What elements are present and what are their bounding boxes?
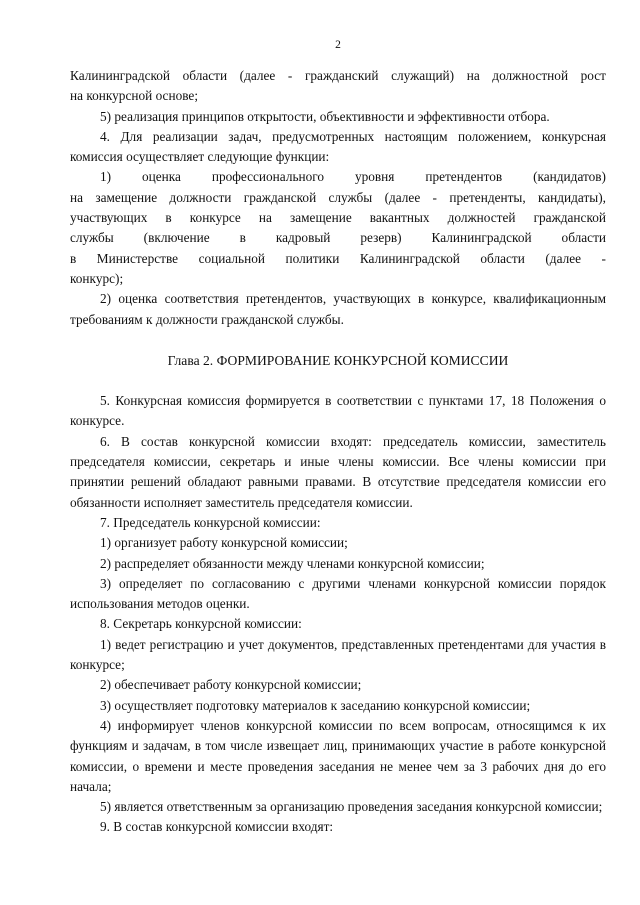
paragraph-7-1: 1) организует работу конкурсной комиссии; [100, 535, 348, 551]
function-1-line: конкурс); [70, 270, 124, 286]
paragraph-7: 7. Председатель конкурсной комиссии: [100, 514, 321, 530]
paragraph-item-5: 5) реализация принципов открытости, объективности и эффективности отбора. [100, 108, 550, 124]
chapter-heading: Глава 2. ФОРМИРОВАНИЕ КОНКУРСНОЙ КОМИССИИ [167, 352, 509, 368]
paragraph-line: Калининградской области (далее - гражданский служащий) на должностной рост [70, 68, 606, 83]
function-1-line: в Министерстве социальной политики Калининградской области (далее - [70, 250, 606, 266]
paragraph-6: 6. В состав конкурсной комиссии входят: председатель комиссии, заместитель председателя комиссии, секретарь и иные члены комиссии. Все члены комиссии при принятии решений обладают равными правами. В отсутствие председателя комиссии его обязанности исполняет заместитель председателя комиссии. [70, 433, 606, 510]
paragraph-8-5: 5) является ответственным за организацию проведения заседания конкурсной комиссии; [100, 799, 603, 815]
paragraph-8-1: 1) ведет регистрацию и учет документов, представленных претендентами для участия в конкурсе; [70, 636, 606, 673]
function-1-line: участвующих в конкурсе на замещение вакантных должностей гражданской [70, 210, 606, 226]
function-1-line: службы (включение в кадровый резерв) Калининградской области [70, 230, 606, 246]
paragraph-line: на конкурсной основе; [70, 88, 199, 104]
paragraph-5: 5. Конкурсная комиссия формируется в соответствии с пунктами 17, 18 Положения о конкурсе. [70, 393, 606, 429]
function-2: 2) оценка соответствия претендентов, участвующих в конкурсе, квалификационным требованиям к должности гражданской службы. [70, 291, 606, 327]
paragraph-8-4: 4) информирует членов конкурсной комиссии по всем вопросам, относящимся к их функциям и задачам, в том числе извещает лиц, принимающих участие в работе конкурсной комиссии, о времени и месте проведения заседания не менее чем за 3 рабочих дня до его начала; [70, 717, 606, 794]
paragraph-7-3: 3) определяет по согласованию с другими членами конкурсной комиссии порядок использования методов оценки. [70, 575, 606, 612]
paragraph-8: 8. Секретарь конкурсной комиссии: [100, 616, 302, 632]
paragraph-7-2: 2) распределяет обязанности между членами конкурсной комиссии; [100, 555, 485, 571]
paragraph-9: 9. В состав конкурсной комиссии входят: [100, 819, 334, 835]
paragraph-item-4: 4. Для реализации задач, предусмотренных настоящим положением, конкурсная комиссия осуществляет следующие функции: [70, 128, 606, 165]
page-number: 2 [335, 39, 341, 51]
paragraph-8-2: 2) обеспечивает работу конкурсной комиссии; [100, 677, 362, 693]
function-1-line: 1) оценка профессионального уровня претендентов (кандидатов) [100, 169, 606, 185]
function-1-line: на замещение должности гражданской службы (далее - претенденты, кандидаты), [70, 189, 606, 205]
paragraph-8-3: 3) осуществляет подготовку материалов к заседанию конкурсной комиссии; [100, 697, 531, 713]
